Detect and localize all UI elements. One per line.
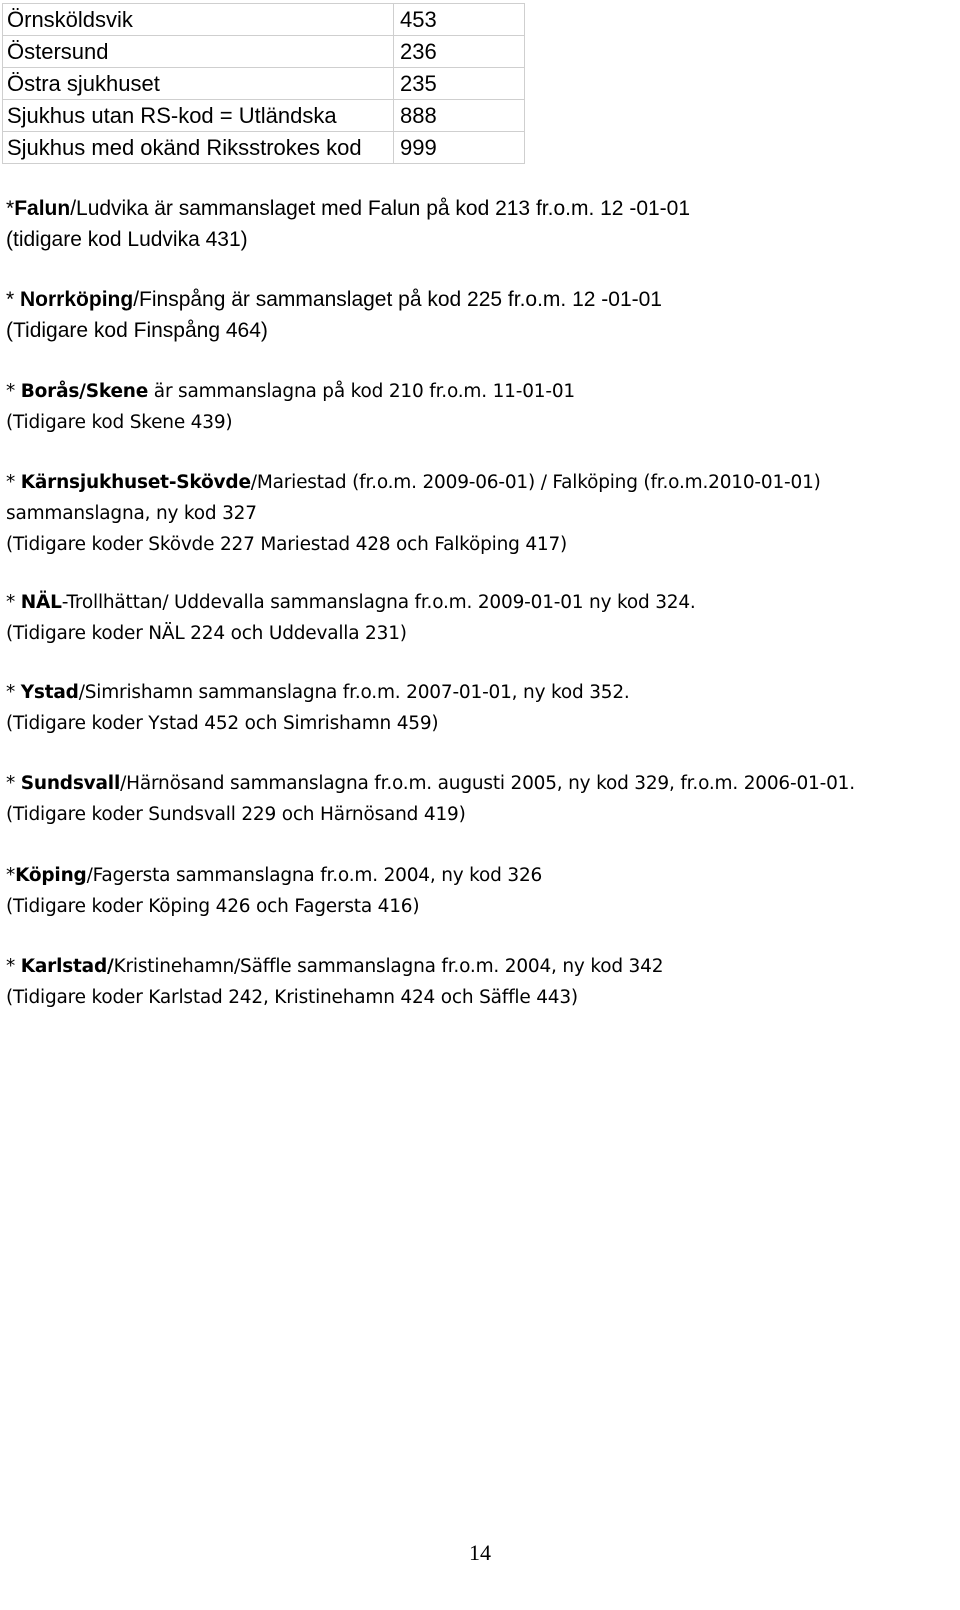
note-hospital-name: Kärnsjukhuset-Skövde [20,472,251,493]
note-line [6,860,542,891]
note-karlstad [6,951,663,1013]
note-hospital-name: Köping [15,865,87,886]
note-line: (Tidigare kod Finspång 464) [6,319,268,342]
note-hospital-name: Sundsvall [20,773,121,794]
note-line [6,376,575,407]
note-text: /Simrishamn sammanslagna fr.o.m. 2007-01-01, ny kod 352. [78,682,630,703]
note-line: (Tidigare koder NÄL 224 och Uddevalla 231) [6,623,407,644]
note-hospital-name: NÄL [20,592,62,613]
note-hospital-name: Karlstad/ [20,956,114,977]
note-koping [6,860,542,922]
hospital-name-cell: Örnsköldsvik [3,4,394,36]
note-text: är sammanslagna på kod 210 fr.o.m. 11-01-01 [148,381,575,402]
note-line: (Tidigare koder Karlstad 242, Kristinehamn 424 och Säffle 443) [6,987,578,1008]
note-text: /Finspång är sammanslaget på kod 225 fr.o.m. 12 -01-01 [133,288,662,311]
note-hospital-name: Falun [14,197,71,220]
note-sundsvall [6,768,855,830]
note-line [6,467,821,498]
note-bullet: * [6,472,21,493]
table-row [3,36,525,68]
note-bullet: * [6,197,15,220]
note-bullet: * [6,381,21,402]
note-boras [6,376,575,438]
note-hospital-name: Ystad [20,682,79,703]
table-row [3,68,525,100]
hospital-code-cell: 235 [394,68,525,100]
note-line [6,193,690,224]
note-hospital-name: Borås/Skene [20,381,149,402]
hospital-code-cell: 453 [394,4,525,36]
note-text: -Trollhättan/ Uddevalla sammanslagna fr.o.m. 2009-01-01 ny kod 324. [61,592,696,613]
hospital-code-cell: 236 [394,36,525,68]
note-bullet: * [6,956,21,977]
note-norrkoping [6,284,662,346]
note-line [6,677,630,708]
note-line: (Tidigare koder Sundsvall 229 och Härnösand 419) [6,804,466,825]
note-line: (tidigare kod Ludvika 431) [6,228,248,251]
note-bullet: * [6,773,21,794]
note-skovde [6,467,821,560]
note-line [6,768,855,799]
note-bullet: * [6,592,21,613]
note-bullet: * [6,288,21,311]
note-text: /Mariestad (fr.o.m. 2009-06-01) / Falköping (fr.o.m.2010-01-01) [250,472,821,493]
note-hospital-name: Norrköping [20,288,134,311]
hospital-name-cell: Sjukhus utan RS-kod = Utländska [3,100,394,132]
table-row [3,132,525,164]
note-line [6,951,663,982]
hospital-name-cell: Östersund [3,36,394,68]
note-text: /Fagersta sammanslagna fr.o.m. 2004, ny kod 326 [86,865,543,886]
hospital-code-cell: 999 [394,132,525,164]
hospital-name-cell: Sjukhus med okänd Riksstrokes kod [3,132,394,164]
note-text: /Ludvika är sammanslaget med Falun på kod 213 fr.o.m. 12 -01-01 [70,197,691,220]
note-bullet: * [6,682,21,703]
note-falun [6,193,690,255]
note-line: (Tidigare kod Skene 439) [6,412,233,433]
hospital-code-table [2,3,525,164]
note-bullet: * [6,865,16,886]
hospital-code-cell: 888 [394,100,525,132]
note-nal [6,587,696,649]
note-text: Kristinehamn/Säffle sammanslagna fr.o.m. 2004, ny kod 342 [113,956,664,977]
note-line: sammanslagna, ny kod 327 [6,503,257,524]
table-row [3,4,525,36]
note-text: /Härnösand sammanslagna fr.o.m. augusti 2005, ny kod 329, fr.o.m. 2006-01-01. [120,773,855,794]
table-row [3,100,525,132]
note-ystad [6,677,630,739]
note-line [6,284,662,315]
note-line: (Tidigare koder Ystad 452 och Simrishamn 459) [6,713,439,734]
note-line: (Tidigare koder Skövde 227 Mariestad 428 och Falköping 417) [6,534,568,555]
note-line [6,587,696,618]
page-number: 14 [469,1540,491,1565]
hospital-name-cell: Östra sjukhuset [3,68,394,100]
note-line: (Tidigare koder Köping 426 och Fagersta 416) [6,896,420,917]
